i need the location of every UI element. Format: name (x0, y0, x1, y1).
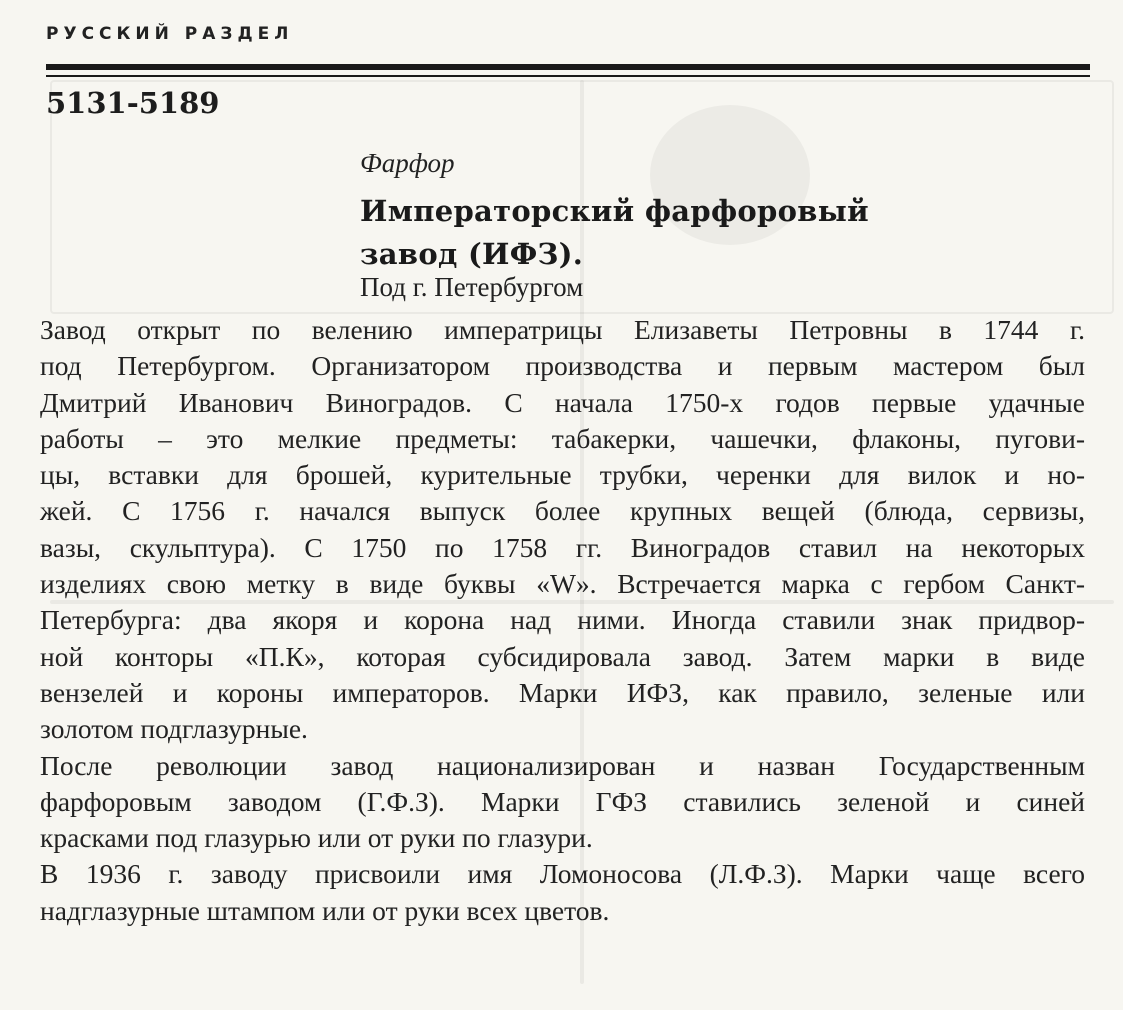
category-label: Фарфор (360, 148, 455, 178)
body-line: золотом подглазурные. (40, 713, 308, 745)
entry-title-line: Императорский фарфоровый (360, 194, 869, 228)
header-rule-thick (46, 64, 1090, 70)
body-line: жей. С 1756 г. начался выпуск более крупных вещей (блюда, сервизы, (40, 495, 1085, 527)
body-line: фарфоровым заводом (Г.Ф.З). Марки ГФЗ ставились зеленой и синей (40, 785, 1085, 817)
body-line: Завод открыт по велению императрицы Елизаветы Петровны в 1744 г. (40, 314, 1085, 345)
body-line: под Петербургом. Организатором производства и первым мастером был (40, 350, 1085, 382)
body-line: надглазурные штампом или от руки всех цветов. (40, 894, 610, 926)
body-line: ной конторы «П.К», которая субсидировала завод. Затем марки в виде (40, 640, 1085, 672)
entry-title (360, 190, 1020, 276)
body-line: изделиях свою метку в виде буквы «W». Встречается марка с гербом Санкт- (40, 568, 1085, 600)
body-line: Петербурга: два якоря и корона над ними. Иногда ставили знак придвор- (40, 604, 1085, 636)
body-line: После революции завод национализирован и назван Государственным (40, 749, 1085, 781)
entry-title-line: завод (ИФЗ). (360, 237, 584, 271)
body-line: В 1936 г. заводу присвоили имя Ломоносова (Л.Ф.З). Марки чаще всего (40, 858, 1085, 890)
section-header: РУССКИЙ РАЗДЕЛ (46, 24, 294, 44)
body-line: красками под глазурью или от руки по глазури. (40, 822, 593, 854)
body-line: цы, вставки для брошей, курительные трубки, черенки для вилок и но- (40, 459, 1085, 491)
body-line: вазы, скульптура). С 1750 по 1758 гг. Виноградов ставил на некоторых (40, 531, 1085, 563)
entry-location: Под г. Петербургом (360, 272, 584, 302)
body-line: работы – это мелкие предметы: табакерки, чашечки, флаконы, пугови- (40, 422, 1085, 454)
body-text (40, 312, 1090, 929)
lot-range: 5131-5189 (46, 86, 220, 120)
body-line: вензелей и короны императоров. Марки ИФЗ, как правило, зеленые или (40, 676, 1085, 708)
header-rule-thin (46, 75, 1090, 77)
body-line: Дмитрий Иванович Виноградов. С начала 1750-х годов первые удачные (40, 386, 1085, 418)
